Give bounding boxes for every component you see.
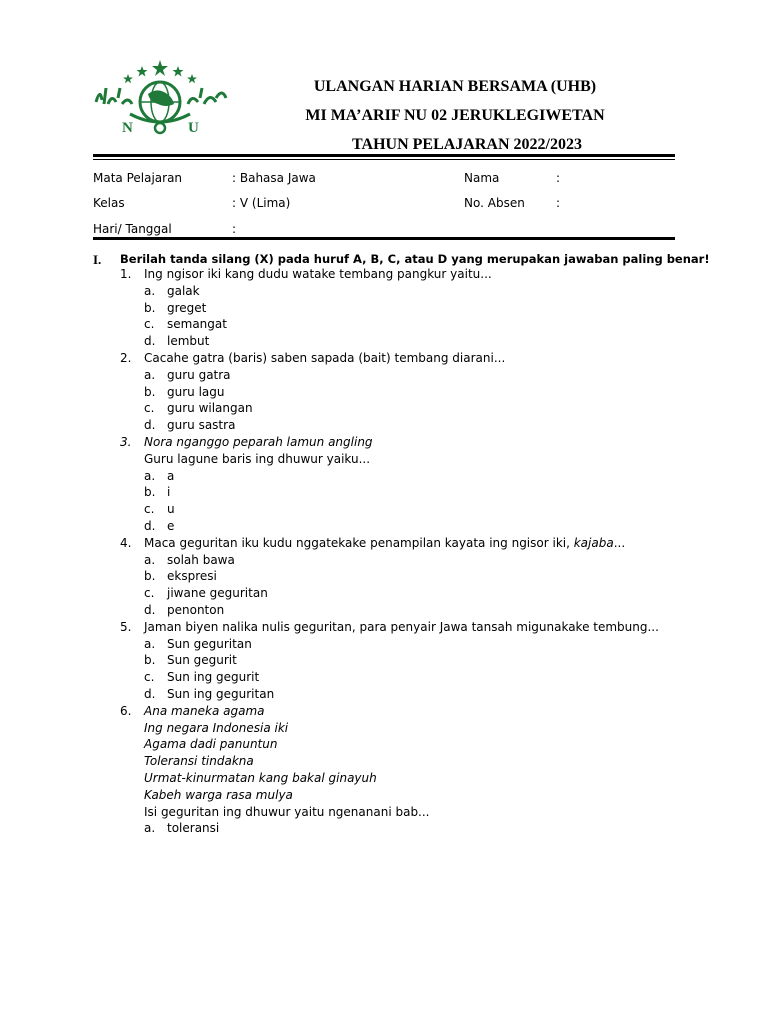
logo-star bbox=[152, 60, 168, 76]
header-school: MI MA’ARIF NU 02 JERUKLEGIWETAN bbox=[305, 107, 605, 124]
label-mapel: Mata Pelajaran bbox=[93, 171, 183, 185]
header-year: TAHUN PELAJARAN 2022/2023 bbox=[352, 136, 582, 153]
section-instruction: Berilah tanda silang (X) pada huruf A, B, C, atau D yang merupakan jawaban paling benar! bbox=[120, 252, 710, 266]
logo-star bbox=[137, 66, 148, 77]
option-row[interactable] bbox=[0, 602, 768, 619]
option-row[interactable] bbox=[0, 400, 768, 417]
option-text: galak bbox=[167, 283, 200, 298]
option-text: Sun gegurit bbox=[167, 653, 237, 668]
option-letter: b. bbox=[144, 300, 156, 315]
question-text bbox=[144, 619, 659, 636]
question-text bbox=[144, 434, 373, 451]
option-letter: a. bbox=[144, 636, 156, 651]
option-text: guru wilangan bbox=[167, 401, 253, 416]
option-letter: a. bbox=[144, 821, 156, 836]
question-text bbox=[144, 266, 492, 283]
option-row[interactable] bbox=[0, 384, 768, 401]
question-row bbox=[0, 434, 768, 451]
section-number: I. bbox=[93, 252, 102, 267]
option-row[interactable] bbox=[0, 669, 768, 686]
option-text: e bbox=[167, 518, 175, 533]
option-letter: c. bbox=[144, 670, 155, 685]
logo-letter-n: N bbox=[122, 120, 133, 136]
question-row bbox=[0, 535, 768, 552]
option-text: solah bawa bbox=[167, 552, 235, 567]
label-hari: Hari/ Tanggal bbox=[93, 222, 172, 236]
question-row bbox=[0, 736, 768, 753]
question-text bbox=[144, 535, 625, 552]
option-text: i bbox=[167, 485, 171, 500]
option-text: a bbox=[167, 468, 175, 483]
question-text-part: Nora nganggo peparah lamun angling bbox=[144, 434, 373, 449]
value-hari: : bbox=[232, 222, 237, 236]
question-text-part: Ing ngisor iki kang dudu watake tembang pangkur yaitu... bbox=[144, 267, 492, 281]
option-text: jiwane geguritan bbox=[167, 586, 268, 601]
question-row bbox=[0, 720, 768, 737]
header-rule-thick bbox=[93, 154, 675, 157]
option-row[interactable] bbox=[0, 300, 768, 317]
option-letter: c. bbox=[144, 586, 155, 601]
option-letter: d. bbox=[144, 334, 156, 349]
option-row[interactable] bbox=[0, 686, 768, 703]
logo-letter-u: U bbox=[188, 120, 199, 136]
option-row[interactable] bbox=[0, 636, 768, 653]
option-row[interactable] bbox=[0, 568, 768, 585]
header-rule-thin bbox=[93, 159, 675, 160]
question-row bbox=[0, 703, 768, 720]
option-letter: c. bbox=[144, 317, 155, 332]
option-text: guru gatra bbox=[167, 367, 231, 382]
option-row[interactable] bbox=[0, 333, 768, 350]
logo-star bbox=[123, 74, 133, 83]
option-row[interactable] bbox=[0, 367, 768, 384]
value-nama: : bbox=[556, 171, 561, 185]
value-absen: : bbox=[556, 196, 561, 210]
logo-star bbox=[187, 74, 197, 83]
logo-star bbox=[173, 66, 184, 77]
logo-rope bbox=[130, 114, 190, 122]
option-text: u bbox=[167, 502, 175, 517]
question-text bbox=[144, 350, 505, 367]
question-text bbox=[144, 753, 254, 770]
option-letter: a. bbox=[144, 367, 156, 382]
option-row[interactable] bbox=[0, 820, 768, 837]
option-letter: d. bbox=[144, 686, 156, 701]
question-number: 1. bbox=[120, 267, 132, 281]
option-row[interactable] bbox=[0, 518, 768, 535]
question-number: 6. bbox=[120, 703, 132, 718]
option-letter: d. bbox=[144, 518, 156, 533]
option-row[interactable] bbox=[0, 585, 768, 602]
question-text-part: Isi geguritan ing dhuwur yaitu ngenanani bab... bbox=[144, 804, 430, 819]
option-letter: a. bbox=[144, 468, 156, 483]
option-letter: c. bbox=[144, 502, 155, 517]
label-absen: No. Absen bbox=[464, 196, 525, 210]
option-text: Sun ing geguritan bbox=[167, 686, 275, 701]
question-text bbox=[144, 720, 288, 737]
option-text: guru sastra bbox=[167, 418, 236, 433]
question-text-part: Maca geguritan iku kudu nggatekake penampilan kayata ing ngisor iki, bbox=[144, 535, 574, 550]
question-text-end: ... bbox=[613, 535, 626, 550]
value-kelas: : V (Lima) bbox=[232, 196, 291, 210]
option-letter: b. bbox=[144, 485, 156, 500]
option-row[interactable] bbox=[0, 652, 768, 669]
question-number: 3. bbox=[120, 434, 132, 449]
option-row[interactable] bbox=[0, 283, 768, 300]
option-text: lembut bbox=[167, 334, 210, 349]
info-rule bbox=[93, 237, 675, 240]
header-title: ULANGAN HARIAN BERSAMA (UHB) bbox=[313, 78, 597, 95]
option-row[interactable] bbox=[0, 468, 768, 485]
option-row[interactable] bbox=[0, 316, 768, 333]
question-number: 4. bbox=[120, 535, 132, 550]
question-row bbox=[0, 804, 768, 821]
option-text: semangat bbox=[167, 317, 227, 332]
question-text-part: Toleransi tindakna bbox=[144, 754, 254, 769]
nu-logo bbox=[92, 58, 228, 142]
question-text-part: Urmat-kinurmatan kang bakal ginayuh bbox=[144, 770, 377, 785]
option-text: Sun geguritan bbox=[167, 636, 252, 651]
value-mapel: : Bahasa Jawa bbox=[232, 171, 316, 185]
question-text-part: Guru lagune baris ing dhuwur yaiku... bbox=[144, 451, 371, 466]
question-text bbox=[144, 770, 377, 787]
label-nama: Nama bbox=[464, 171, 500, 185]
question-text-emphasis: kajaba bbox=[573, 535, 614, 550]
option-letter: b. bbox=[144, 569, 156, 584]
option-letter: b. bbox=[144, 384, 156, 399]
option-row[interactable] bbox=[0, 552, 768, 569]
question-row bbox=[0, 787, 768, 804]
option-text: toleransi bbox=[167, 821, 220, 836]
question-text bbox=[144, 736, 277, 753]
question-text bbox=[144, 804, 430, 821]
question-text-part: Agama dadi panuntun bbox=[144, 737, 278, 752]
option-text: Sun ing gegurit bbox=[167, 670, 260, 685]
question-text-part: Ana maneka agama bbox=[144, 703, 265, 718]
question-row bbox=[0, 266, 768, 283]
option-letter: a. bbox=[144, 283, 156, 298]
question-list bbox=[0, 266, 768, 837]
option-letter: d. bbox=[144, 418, 156, 433]
question-text-part: Jaman biyen nalika nulis geguritan, para penyair Jawa tansah migunakake tembung... bbox=[144, 619, 659, 634]
question-row bbox=[0, 451, 768, 468]
option-letter: b. bbox=[144, 653, 156, 668]
question-row bbox=[0, 770, 768, 787]
question-text bbox=[144, 451, 370, 468]
question-text-part: Kabeh warga rasa mulya bbox=[144, 787, 293, 802]
option-text: guru lagu bbox=[167, 384, 225, 399]
option-letter: a. bbox=[144, 552, 156, 567]
question-row bbox=[0, 753, 768, 770]
option-text: greget bbox=[167, 300, 207, 315]
question-row bbox=[0, 350, 768, 367]
option-text: ekspresi bbox=[167, 569, 217, 584]
question-text-part: Ing negara Indonesia iki bbox=[144, 720, 289, 735]
option-text: penonton bbox=[167, 602, 225, 617]
option-letter: c. bbox=[144, 401, 155, 416]
question-text-part: Cacahe gatra (baris) saben sapada (bait) tembang diarani... bbox=[144, 350, 506, 365]
option-letter: d. bbox=[144, 602, 156, 617]
question-text bbox=[144, 703, 265, 720]
question-row bbox=[0, 619, 768, 636]
question-number: 5. bbox=[120, 619, 132, 634]
option-row[interactable] bbox=[0, 417, 768, 434]
question-text bbox=[144, 787, 293, 804]
question-number: 2. bbox=[120, 350, 132, 365]
label-kelas: Kelas bbox=[93, 196, 125, 210]
option-row[interactable] bbox=[0, 501, 768, 518]
option-row[interactable] bbox=[0, 484, 768, 501]
